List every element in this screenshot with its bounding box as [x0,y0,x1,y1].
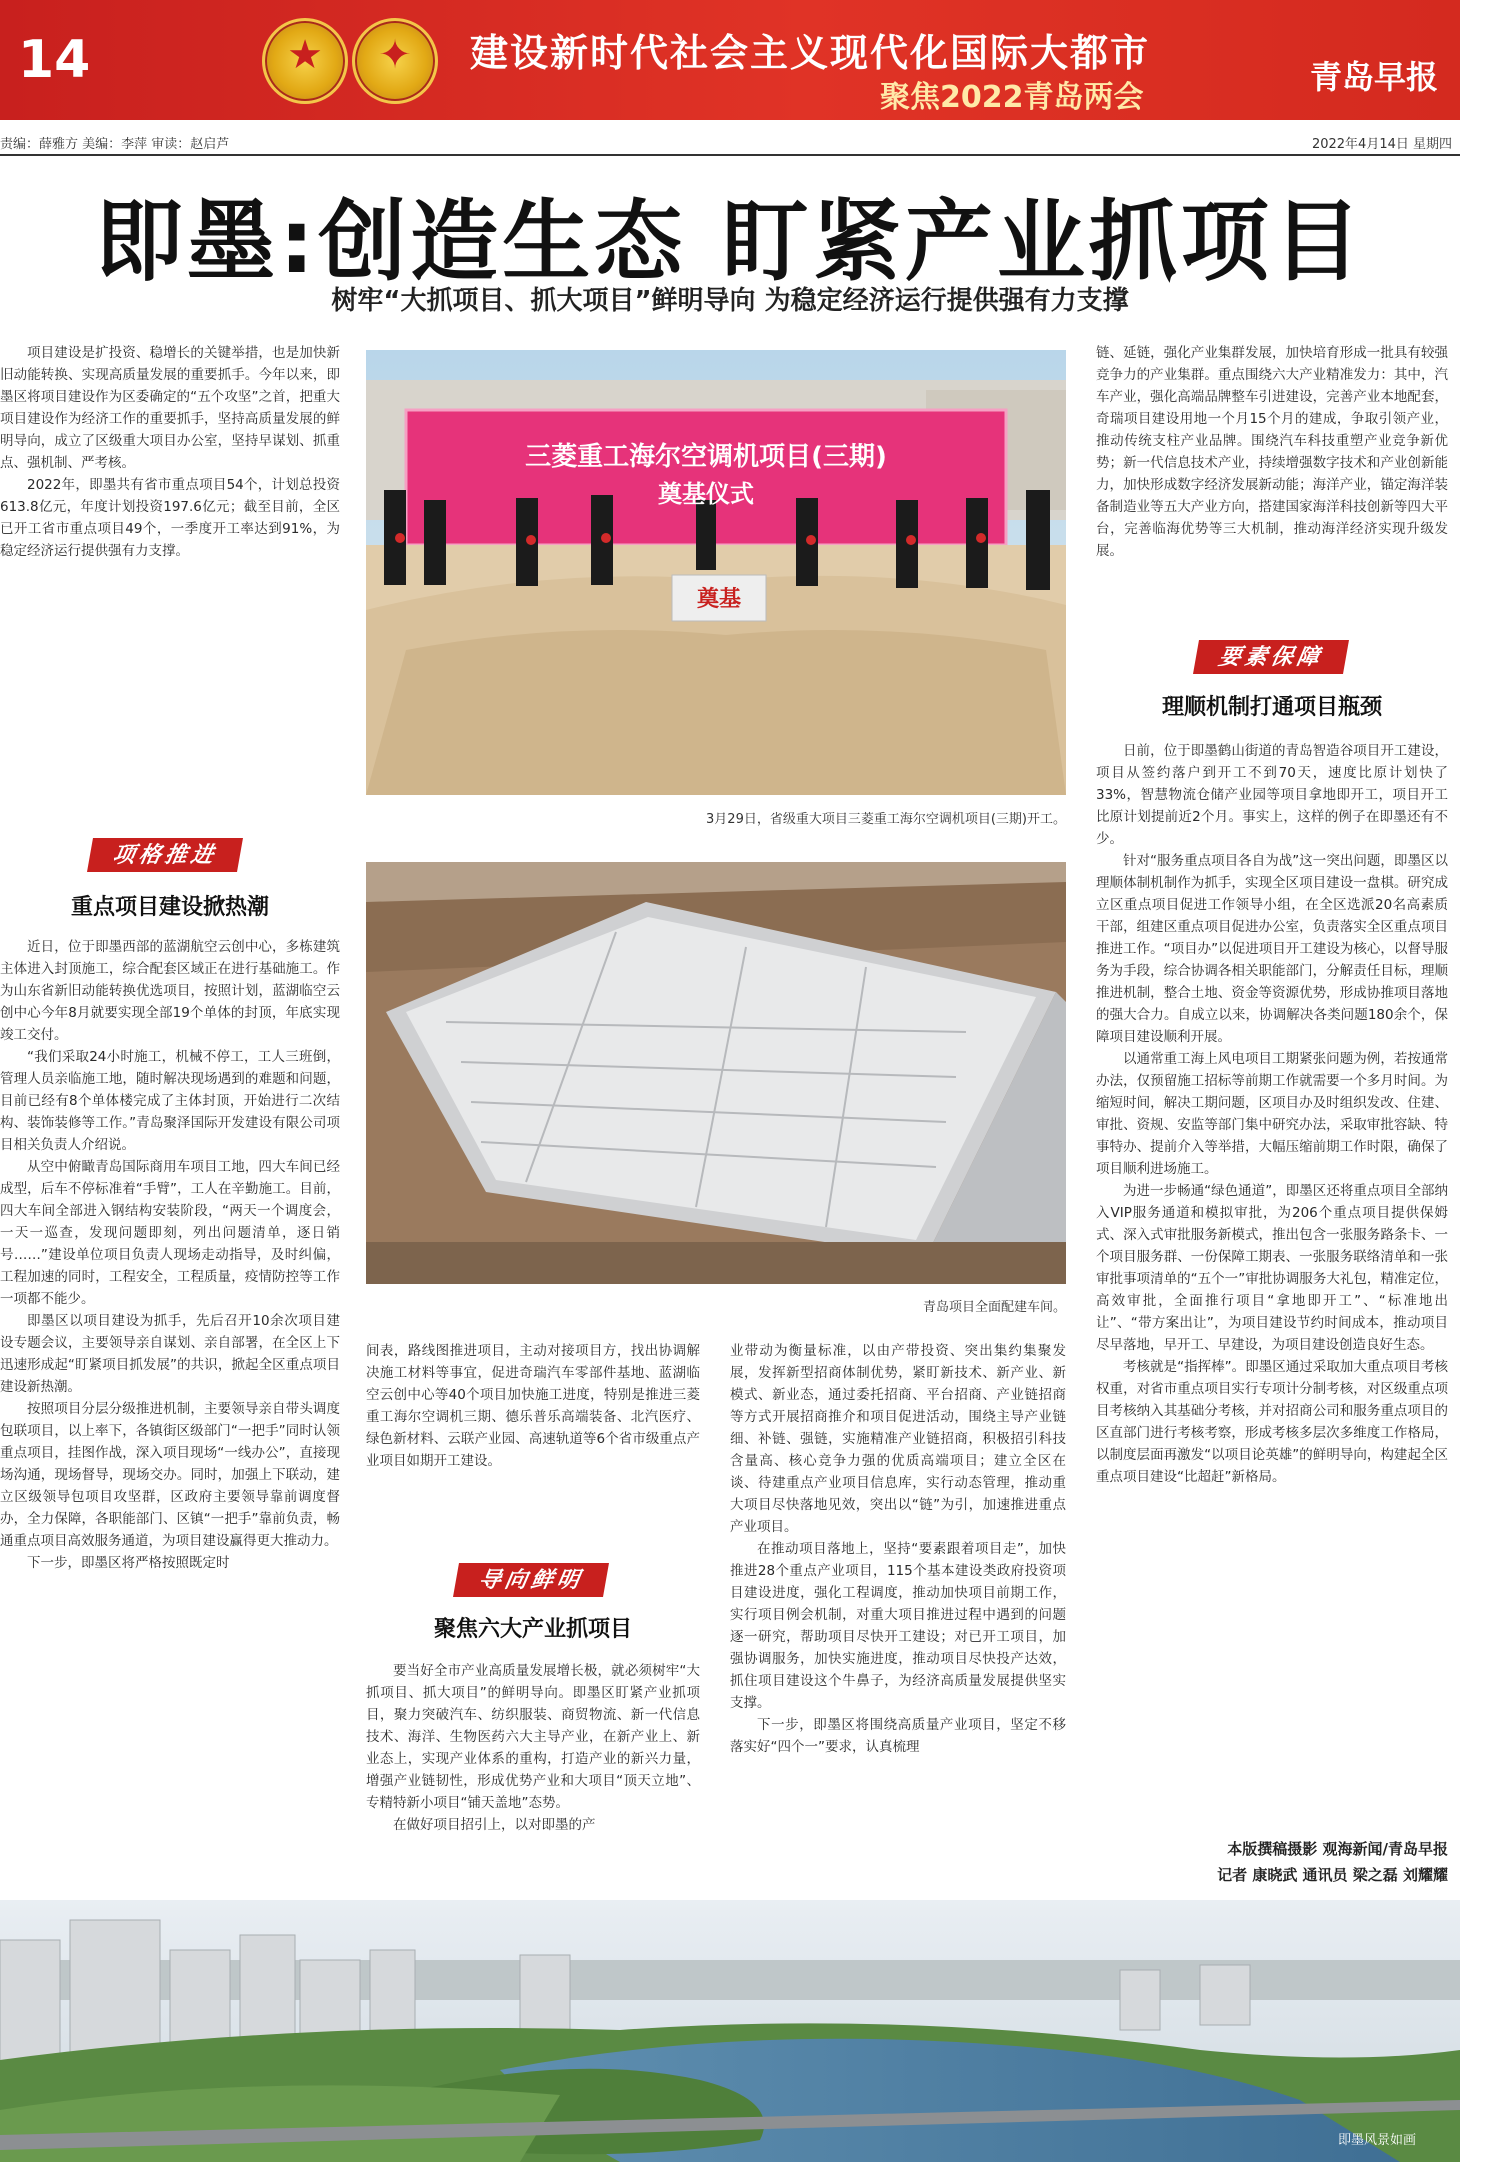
byline-reporters: 记者 康晓武 通讯员 梁之磊 刘耀耀 [1217,1866,1448,1884]
body-paragraph: 链、延链，强化产业集群发展，加快培育形成一批具有较强竞争力的产业集群。重点围绕六大产业精准发力：其中，汽车产业，强化高端品牌整车引进建设，完善产业本地配套，奇瑞项目建设用地一个月15个月的建成，争取引领产业，推动传统支柱产业品牌。围绕汽车科技重塑产业竞争新优势；新一代信息技术产业，持续增强数字技术和产业创新能力，加快形成数字经济发展新动能；海洋产业，锚定海洋装备制造业等五大产业方向，搭建国家海洋科技创新等四大平台，完善临海优势等三大机制，推动海洋经济实现升级发展。 [1096,345,1448,559]
section-badge: 导向鲜明 [453,1563,609,1597]
paper-name-logo: 青岛早报 [1310,58,1439,96]
headline: 即墨:创造生态 盯紧产业抓项目 [95,190,1365,293]
intro-paragraph: 项目建设是扩投资、稳增长的关键举措，也是加快新旧动能转换、实现高质量发展的重要抓手。今年以来，即墨区将项目建设作为区委确定的“五个攻坚”之首，把重大项目建设作为经济工作的重要抓手，坚持高质量发展的鲜明导向，成立了区级重大项目办公室，坚持早谋划、抓重点、强机制、严考核。 [0,345,340,471]
ceremony-banner-title: 三菱重工海尔空调机项目(三期) [525,442,887,472]
middle-right-column [730,1340,1066,1890]
body-paragraph: “我们采取24小时施工，机械不停工，工人三班倒，管理人员亲临施工地，随时解决现场遇到的难题和问题，目前已经有8个单体楼完成了主体封顶，开始进行二次结构、装饰装修等工作。”青岛聚泽国际开发建设有限公司项目相关负责人介绍说。 [0,1049,340,1153]
issue-date: 2022年4月14日 星期四 [1311,137,1452,152]
section2-column [366,1660,700,1890]
body-paragraph: 从空中俯瞰青岛国际商用车项目工地，四大车间已经成型，后车不停标准着“手臂”，工人在辛勤施工。目前，四大车间全部进入钢结构安装阶段，“两天一个调度会，一天一巡查，发现问题即刻，列出问题清单，逐日销号……”建设单位项目负责人现场走动指导，及时纠偏，工程加速的同时，工程安全，工程质量，疫情防控等工作一项都不能少。 [0,1159,340,1307]
ceremony-photo [366,350,1066,795]
byline [1096,1836,1448,1888]
body-paragraph: 下一步，即墨区将围绕高质量产业项目，坚定不移落实好“四个一”要求，认真梳理 [730,1717,1066,1755]
body-paragraph: 日前，位于即墨鹤山街道的青岛智造谷项目开工建设，项目从签约落户到开工不到70天，速度比原计划快了33%，智慧物流仓储产业园等项目拿地即开工，项目开工比原计划提前近2个月。事实上，这样的例子在即墨还有不少。 [1096,743,1448,847]
section-heading: 聚焦六大产业抓项目 [433,1617,632,1642]
header-rule [0,154,1460,156]
body-paragraph: 按照项目分层分级推进机制，主要领导亲自带头调度包联项目，以上率下，各镇街区级部门“一把手”同时认领重点项目，挂图作战，深入项目现场“一线办公”，直接现场沟通，现场督导，现场交办。同时，加强上下联动，建立区级领导包项目攻坚群，区政府主要领导靠前调度督办，全力保障，各职能部门、区镇“一把手”靠前负责，畅通重点项目高效服务通道，为项目建设赢得更大推动力。 [0,1401,340,1549]
banner-subtitle: 聚焦2022青岛两会 [880,80,1144,115]
body-paragraph: 在推动项目落地上，坚持“要素跟着项目走”，加快推进28个重点产业项目，115个基本建设类政府投资项目建设进度，强化工程调度，推动加快项目前期工作，实行项目例会机制，对重大项目推进过程中遇到的问题逐一研究，帮助项目尽快开工建设；对已开工项目，加强协调服务，加快实施进度，推动项目尽快投产达效，抓住项目建设这个牛鼻子，为经济高质量发展提供坚实支撑。 [730,1541,1066,1711]
middle-left-column [366,1340,700,1562]
banner-title: 建设新时代社会主义现代化国际大都市 [470,30,1151,75]
editor-credits: 责编：薛雅方 美编：李萍 审读：赵启芦 [0,137,230,152]
subheadline: 树牢“大抓项目、抓大项目”鲜明导向 为稳定经济运行提供强有力支撑 [331,286,1129,316]
national-emblem-icon: ★ [262,18,348,104]
city-panorama-photo [0,1900,1460,2162]
intro-column [0,342,340,812]
panorama-caption: 即墨风景如画 [1337,2133,1416,2148]
section-badge: 要素保障 [1193,640,1349,674]
body-paragraph: 要当好全市产业高质量发展增长极，就必须树牢“大抓项目、抓大项目”的鲜明导向。即墨区盯紧产业抓项目，聚力突破汽车、纺织服装、商贸物流、新一代信息技术、海洋、生物医药六大主导产业，在新产业上、新业态上，实现产业体系的重构，打造产业的新兴力量，增强产业链韧性，形成优势产业和大项目“顶天立地”、专精特新小项目“铺天盖地”态势。 [366,1663,700,1811]
ceremony-banner-subtitle: 奠基仪式 [658,480,754,508]
intro-paragraph: 2022年，即墨共有省市重点项目54个，计划总投资613.8亿元，年度计划投资197.6亿元；截至目前，全区已开工省市重点项目49个，一季度开工率达到91%，为稳定经济运行提供强有力支撑。 [0,477,340,559]
body-paragraph: 即墨区以项目建设为抓手，先后召开10余次项目建设专题会议，主要领导亲自谋划、亲自部署，在全区上下迅速形成起“盯紧项目抓发展”的共识，掀起全区重点项目建设新热潮。 [0,1313,340,1395]
right-top-column [1096,342,1448,610]
body-paragraph: 下一步，即墨区将严格按照既定时 [27,1555,230,1571]
body-paragraph: 间表，路线图推进项目，主动对接项目方，找出协调解决施工材料等事宜，促进奇瑞汽车零部件基地、蓝湖临空云创中心等40个项目加快施工进度，特别是推进三菱重工海尔空调机三期、德乐普乐高端装备、北汽医疗、绿色新材料、云联产业园、高速轨道等6个省市级重点产业项目如期开工建设。 [366,1343,700,1469]
section1-column [0,936,340,1890]
section-badge: 项格推进 [87,838,243,872]
body-paragraph: 针对“服务重点项目各自为战”这一突出问题，即墨区以理顺体制机制作为抓手，实现全区项目建设一盘棋。研究成立区重点项目促进工作领导小组，在全区选派20名高素质干部，组建区重点项目促进办公室，负责落实全区重点项目推进工作。“项目办”以促进项目开工建设为核心，以督导服务为手段，综合协调各相关职能部门，分解责任目标，理顺推进机制，整合土地、资金等资源优势，形成协推项目落地的强大合力。自成立以来，协调解决各类问题180余个，保障项目建设顺利开展。 [1096,853,1448,1045]
body-paragraph: 在做好项目招引上，以对即墨的产 [393,1817,596,1833]
body-paragraph: 业带动为衡量标准，以由产带投资、突出集约集聚发展，发挥新型招商体制优势，紧盯新技术、新产业、新模式、新业态，通过委托招商、平台招商、产业链招商等方式开展招商推介和项目促进活动，围绕主导产业链细、补链、强链，实施精准产业链招商，积极招引科技含量高、核心竞争力强的优质高端项目；建立全区在谈、待建重点产业项目信息库，实行动态管理，推动重大项目尽快落地见效，突出以“链”为引，加速推进重点产业项目。 [730,1343,1066,1535]
body-paragraph: 考核就是“指挥棒”。即墨区通过采取加大重点项目考核权重，对省市重点项目实行专项计分制考核，对区级重点项目考核纳入其基础分考核，并对招商公司和服务重点项目的区直部门进行考核考察，形成考核多层次多维度工作格局，以制度层面再激发“以项目论英雄”的鲜明导向，构建起全区重点项目建设“比超赶”新格局。 [1096,1359,1448,1485]
foundation-stone: 奠基 [696,586,741,612]
body-paragraph: 近日，位于即墨西部的蓝湖航空云创中心，多栋建筑主体进入封顶施工，综合配套区域正在进行基础施工。作为山东省新旧动能转换优选项目，按照计划，蓝湖临空云创中心今年8月就要实现全部19个单体的封顶，年底实现竣工交付。 [0,939,340,1043]
photo-caption: 3月29日，省级重大项目三菱重工海尔空调机项目(三期)开工。 [706,812,1066,827]
body-paragraph: 为进一步畅通“绿色通道”，即墨区还将重点项目全部纳入VIP服务通道和模拟审批，为206个重点项目提供保姆式、深入式审批服务新模式，推出包含一张服务路条卡、一个项目服务群、一份保障工期表、一张服务联络清单和一张审批事项清单的“五个一”审批协调服务大礼包，精准定位，高效审批，全面推行项目“拿地即开工”、“标准地出让”、“带方案出让”，为项目建设节约时间成本，推动项目尽早落地，早开工、早建设，为项目建设创造良好生态。 [1096,1183,1448,1353]
byline-source: 本版撰稿摄影 观海新闻/青岛早报 [1227,1840,1448,1858]
cppcc-emblem-icon: ✦ [352,18,438,104]
section-heading: 重点项目建设掀热潮 [70,895,269,920]
factory-aerial-photo [366,862,1066,1284]
photo-caption: 青岛项目全面配建车间。 [922,1300,1066,1315]
body-paragraph: 以通常重工海上风电项目工期紧张问题为例，若按通常办法，仅预留施工招标等前期工作就需要一个多月时间。为缩短时间，解决工期问题，区项目办及时组织发改、住建、审批、资规、安监等部门集中研究办法，采取审批容缺、特事特办、提前介入等举措，大幅压缩前期工作时限，确保了项目顺利进场施工。 [1096,1051,1448,1177]
page-number: 14 [18,30,91,90]
section-heading: 理顺机制打通项目瓶颈 [1161,695,1382,720]
section3-column [1096,740,1448,1828]
